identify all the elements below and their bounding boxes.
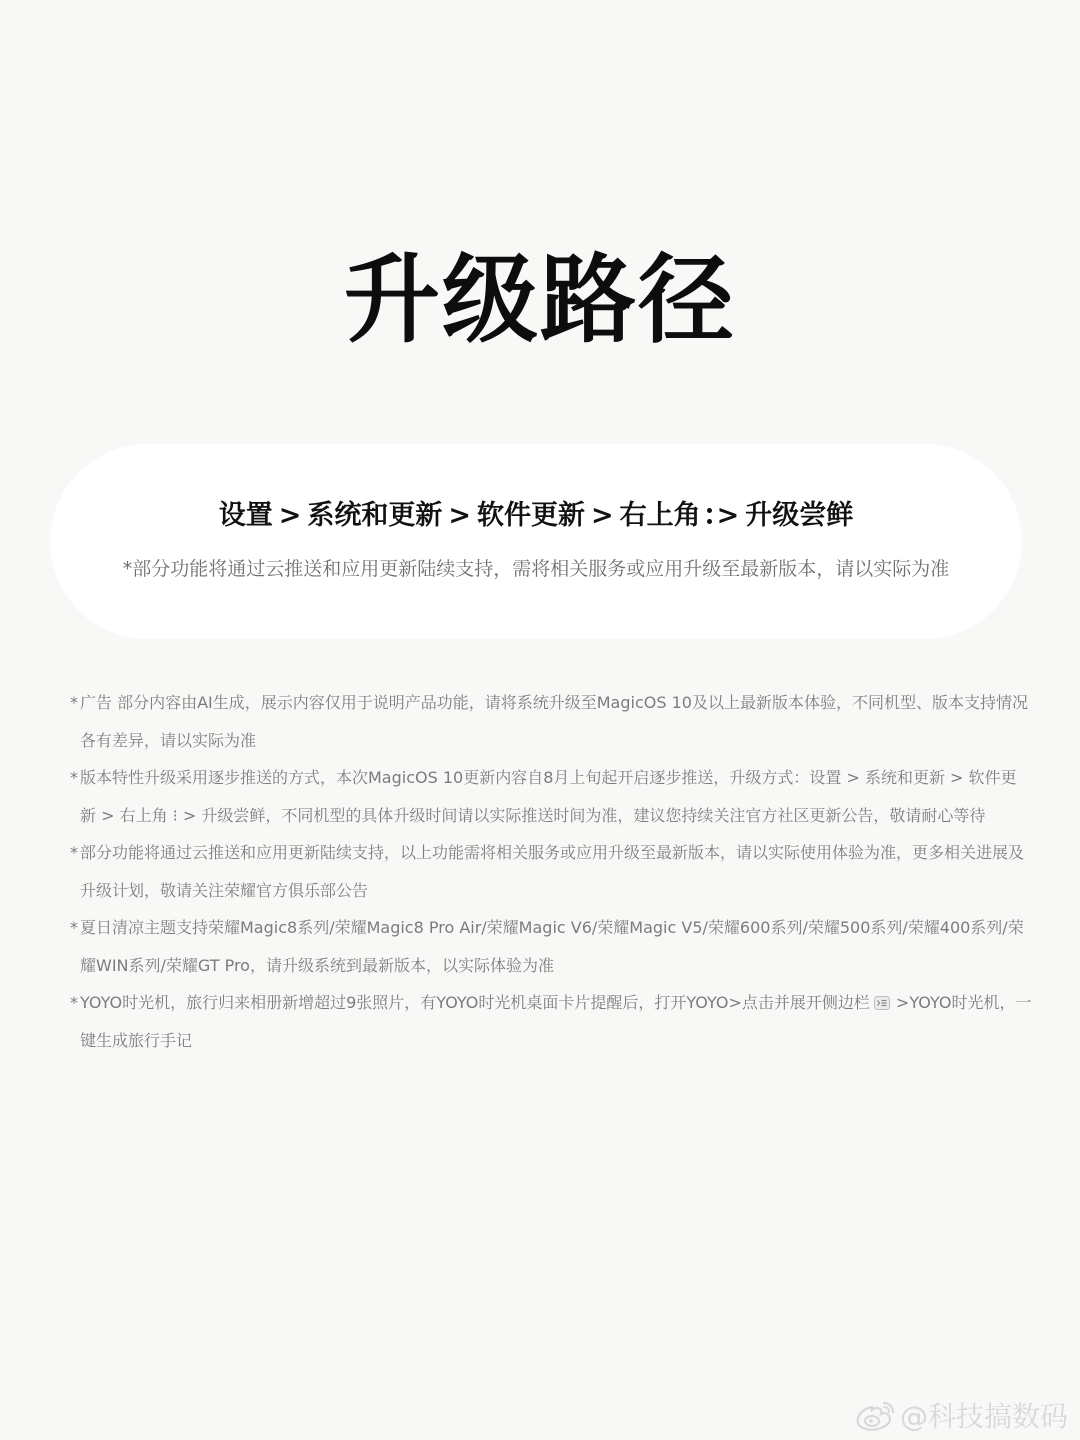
footnote-item xyxy=(70,759,1032,834)
footnote-text: 夏日清凉主题支持荣耀Magic8系列/荣耀Magic8 Pro Air/荣耀Magic V6/荣耀Magic V5/荣耀600系列/荣耀500系列/荣耀400系列/荣耀WIN系列/荣耀GT Pro，请升级系统到最新版本，以实际体验为准 xyxy=(80,918,1024,975)
path-separator: > xyxy=(278,500,302,531)
footnotes xyxy=(70,684,1032,1059)
path-separator: > xyxy=(591,500,614,531)
path-separator: > xyxy=(716,500,740,531)
footnote-text: >YOYO时光机，一键生成旅行手记 xyxy=(80,993,1032,1050)
footnote-item xyxy=(70,984,1032,1059)
path-software-update: 软件更新 xyxy=(477,500,585,531)
upgrade-path xyxy=(50,496,1022,536)
path-disclaimer: *部分功能将通过云推送和应用更新陆续支持，需将相关服务或应用升级至最新版本，请以实际为准 xyxy=(122,558,950,580)
footnote-text: YOYO时光机，旅行归来相册新增超过9张照片，有YOYO时光机桌面卡片提醒后，打开YOYO>点击并展开侧边栏 xyxy=(80,993,870,1012)
more-vertical-icon xyxy=(707,505,713,527)
weibo-icon xyxy=(854,1397,898,1433)
footnote-item xyxy=(70,909,1032,984)
footnote-marker: * xyxy=(70,993,78,1012)
watermark-text: @科技搞数码 xyxy=(899,1400,1068,1433)
path-upgrade-preview: 升级尝鲜 xyxy=(745,500,854,531)
footnote-text: 版本特性升级采用逐步推送的方式，本次MagicOS 10更新内容自8月上旬起开启逐步推送，升级方式：设置 > 系统和更新 > 软件更新 > 右上角 ⁝ > 升级尝鲜，不同机型的具体升级时间请以实际推送时间为准，建议您持续关注官方社区更新公告，敬请耐心等待 xyxy=(80,768,1017,825)
footnote-item xyxy=(70,834,1032,909)
footnote-marker: * xyxy=(70,843,78,862)
upgrade-path-card xyxy=(50,444,1022,639)
watermark xyxy=(854,1393,1068,1437)
footnote-text: 广告 部分内容由AI生成，展示内容仅用于说明产品功能，请将系统升级至MagicOS 10及以上最新版本体验，不同机型、版本支持情况各有差异，请以实际为准 xyxy=(80,693,1028,750)
footnote-text: 部分功能将通过云推送和应用更新陆续支持，以上功能需将相关服务或应用升级至最新版本，请以实际使用体验为准，更多相关进展及升级计划，敬请关注荣耀官方俱乐部公告 xyxy=(80,843,1025,900)
sidebar-expand-icon xyxy=(874,996,890,1010)
path-top-right-corner: 右上角 xyxy=(619,500,701,531)
footnote-marker: * xyxy=(70,693,78,712)
footnote-marker: * xyxy=(70,768,78,787)
footnote-marker: * xyxy=(70,918,78,937)
footnote-item xyxy=(70,684,1032,759)
path-settings: 设置 xyxy=(218,500,273,531)
path-separator: > xyxy=(448,500,471,531)
path-system-update: 系统和更新 xyxy=(307,500,443,531)
page-title: 升级路径 xyxy=(344,244,736,356)
